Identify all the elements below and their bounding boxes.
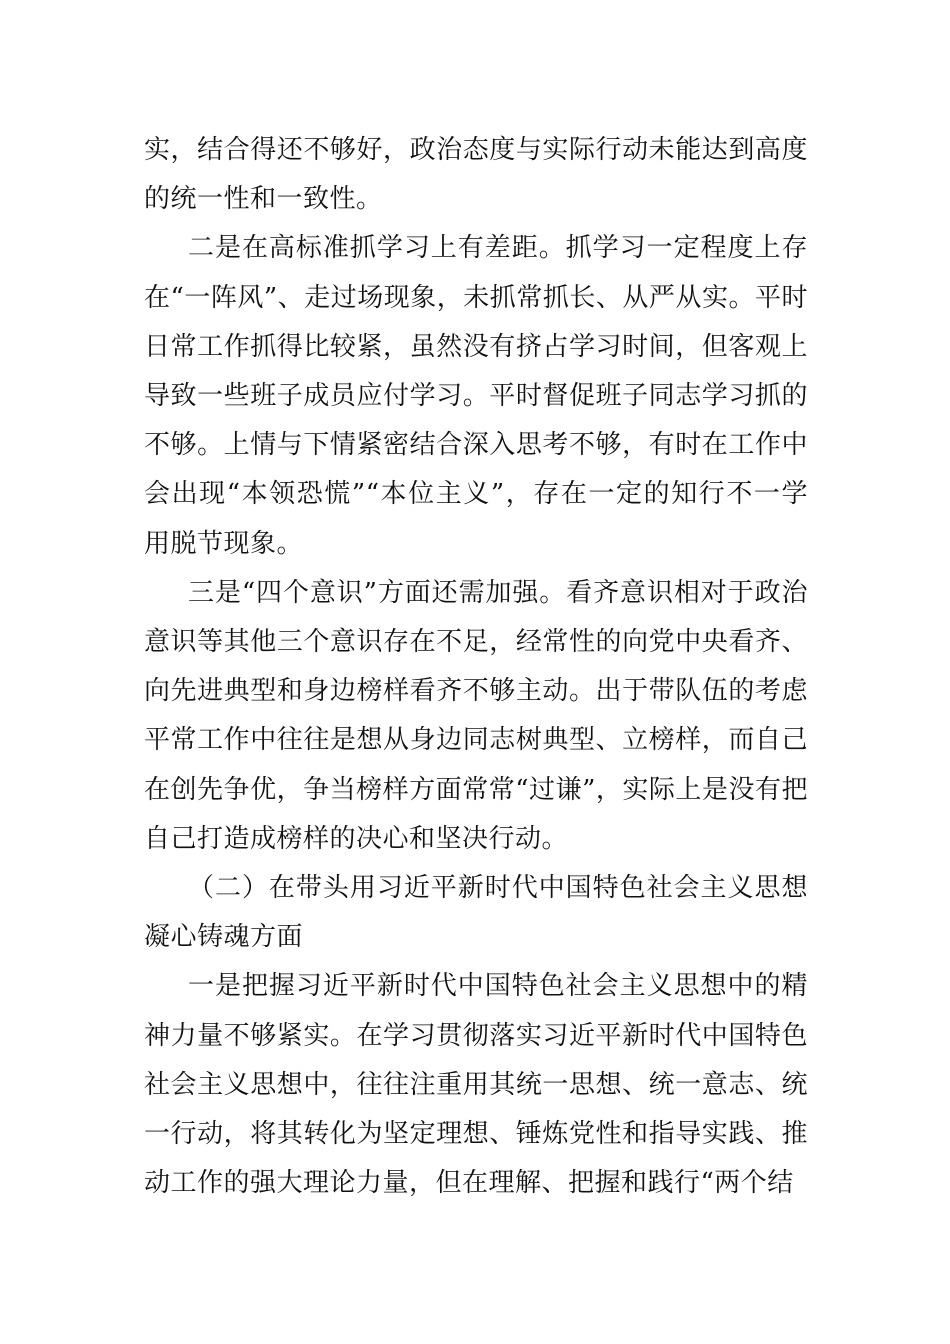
- document-body: [144, 126, 808, 1208]
- paragraph-continuation: 实，结合得还不够好，政治态度与实际行动未能达到高度的统一性和一致性。: [144, 135, 808, 215]
- paragraph-four-consciousness: 三是“四个意识”方面还需加强。看齐意识相对于政治意识等其他三个意识存在不足，经常性的向党中央看齐、向先进典型和身边榜样看齐不够主动。出于带队伍的考虑平常工作中往往是想从身边同志树典型、立榜样，而自己在创先争优，争当榜样方面常常“过谦”，实际上是没有把自己打造成榜样的决心和坚决行动。: [144, 577, 808, 854]
- section-heading-two: （二）在带头用习近平新时代中国特色社会主义思想凝心铸魂方面: [144, 873, 808, 953]
- paragraph-spiritual-strength: 一是把握习近平新时代中国特色社会主义思想中的精神力量不够紧实。在学习贯彻落实习近平新时代中国特色社会主义思想中，往往注重用其统一思想、统一意志、统一行动，将其转化为坚定理想、锤炼党性和指导实践、推动工作的强大理论力量，但在理解、把握和践行“两个结: [144, 971, 808, 1199]
- paragraph-study-gap: 二是在高标准抓学习上有差距。抓学习一定程度上存在“一阵风”、走过场现象，未抓常抓长、从严从实。平时日常工作抓得比较紧，虽然没有挤占学习时间，但客观上导致一些班子成员应付学习。平时督促班子同志学习抓的不够。上情与下情紧密结合深入思考不够，有时在工作中会出现“本领恐慌”“本位主义”，存在一定的知行不一学用脱节现象。: [144, 233, 808, 559]
